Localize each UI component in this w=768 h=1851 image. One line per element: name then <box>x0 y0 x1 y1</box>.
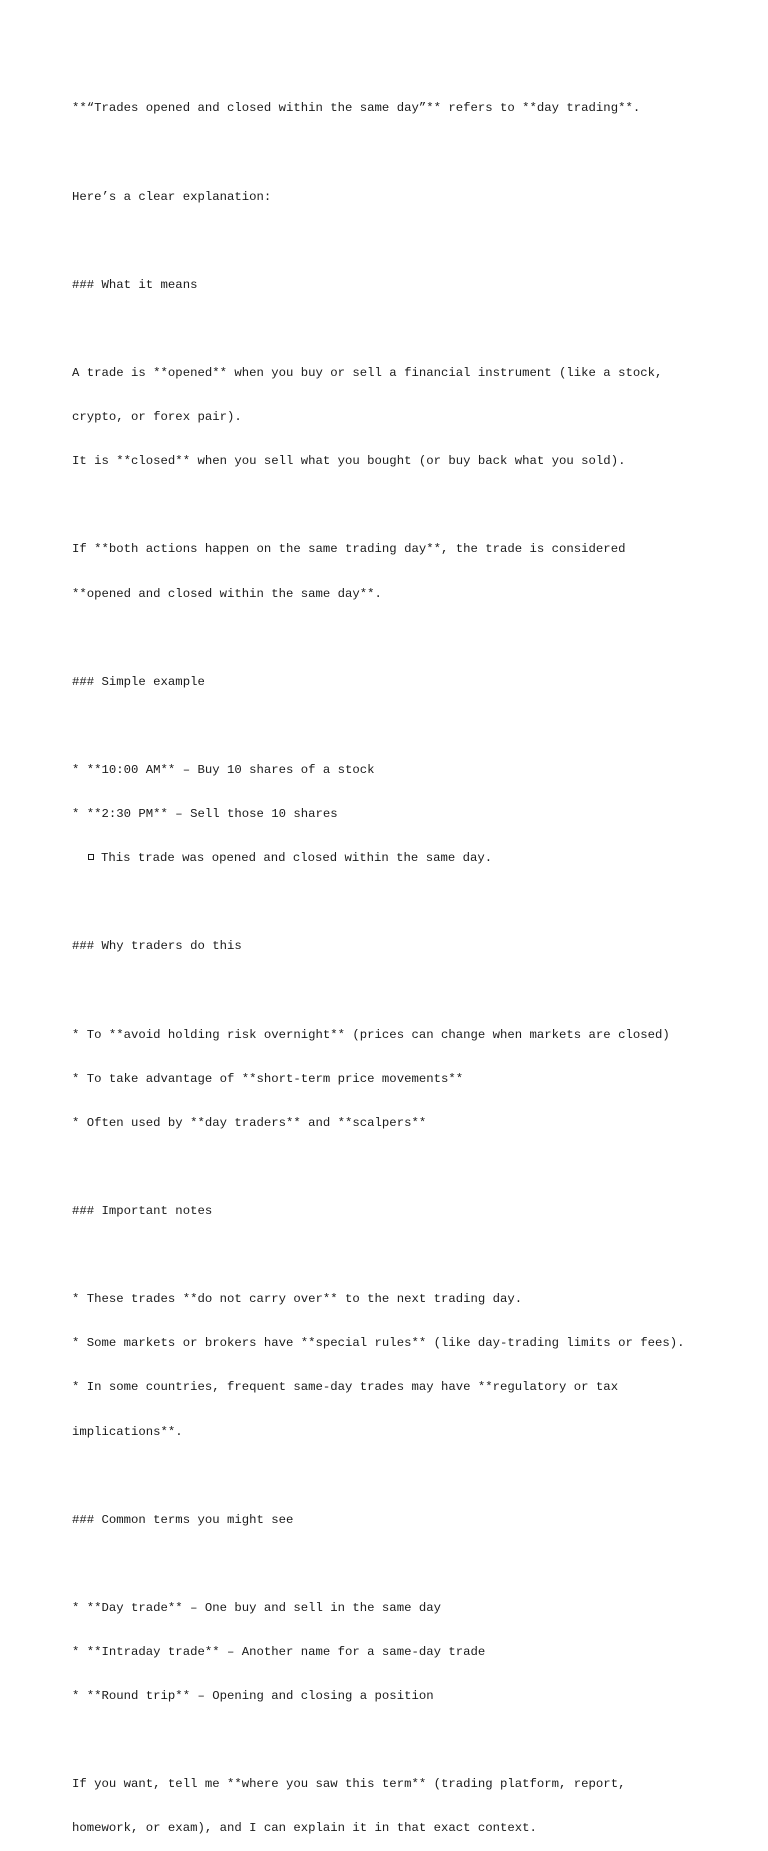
blank-line <box>72 498 712 513</box>
blank-line <box>72 631 712 646</box>
list-item-continuation: implications**. <box>72 1424 183 1439</box>
blank-line <box>72 719 712 734</box>
paragraph-line: crypto, or forex pair). <box>72 410 242 425</box>
paragraph-line: If **both actions happen on the same trading day**, the trade is considered <box>72 542 626 557</box>
square-bullet-icon <box>88 854 94 860</box>
list-item: * Some markets or brokers have **special rules** (like day-trading limits or fees). <box>72 1336 685 1351</box>
heading-why-traders: ### Why traders do this <box>72 939 242 954</box>
document-body <box>72 72 712 1851</box>
intro-line: **“Trades opened and closed within the same day”** refers to **day trading**. <box>72 101 641 116</box>
blank-line <box>72 146 712 161</box>
list-item: * Often used by **day traders** and **scalpers** <box>72 1115 427 1130</box>
paragraph-line: **opened and closed within the same day**. <box>72 586 382 601</box>
list-item: * To take advantage of **short-term price movements** <box>72 1071 464 1086</box>
list-item: * **2:30 PM** – Sell those 10 shares <box>72 807 338 822</box>
closing-line: If you want, tell me **where you saw this term** (trading platform, report, <box>72 1777 626 1792</box>
paragraph-line: It is **closed** when you sell what you bought (or buy back what you sold). <box>72 454 626 469</box>
blank-line <box>72 322 712 337</box>
list-item: * **10:00 AM** – Buy 10 shares of a stock <box>72 762 375 777</box>
list-item: * **Round trip** – Opening and closing a position <box>72 1689 434 1704</box>
sub-list-item-text: This trade was opened and closed within the same day. <box>101 851 493 866</box>
list-item: * In some countries, frequent same-day trades may have **regulatory or tax <box>72 1380 619 1395</box>
blank-line <box>72 234 712 249</box>
blank-line <box>72 1733 712 1748</box>
paragraph-line: A trade is **opened** when you buy or sell a financial instrument (like a stock, <box>72 366 663 381</box>
blank-line <box>72 1557 712 1572</box>
list-item: * **Intraday trade** – Another name for a same-day trade <box>72 1645 486 1660</box>
blank-line <box>72 1160 712 1175</box>
intro-subline: Here’s a clear explanation: <box>72 189 272 204</box>
heading-important-notes: ### Important notes <box>72 1204 213 1218</box>
heading-what-it-means: ### What it means <box>72 277 198 292</box>
list-item: * To **avoid holding risk overnight** (prices can change when markets are closed) <box>72 1027 670 1042</box>
sub-list-item <box>72 851 712 866</box>
heading-common-terms: ### Common terms you might see <box>72 1512 294 1527</box>
list-item: * These trades **do not carry over** to the next trading day. <box>72 1292 523 1307</box>
blank-line <box>72 1469 712 1484</box>
blank-line <box>72 983 712 998</box>
list-item: * **Day trade** – One buy and sell in the same day <box>72 1600 441 1615</box>
blank-line <box>72 1248 712 1263</box>
closing-line: homework, or exam), and I can explain it in that exact context. <box>72 1821 537 1836</box>
heading-simple-example: ### Simple example <box>72 674 205 689</box>
blank-line <box>72 895 712 910</box>
